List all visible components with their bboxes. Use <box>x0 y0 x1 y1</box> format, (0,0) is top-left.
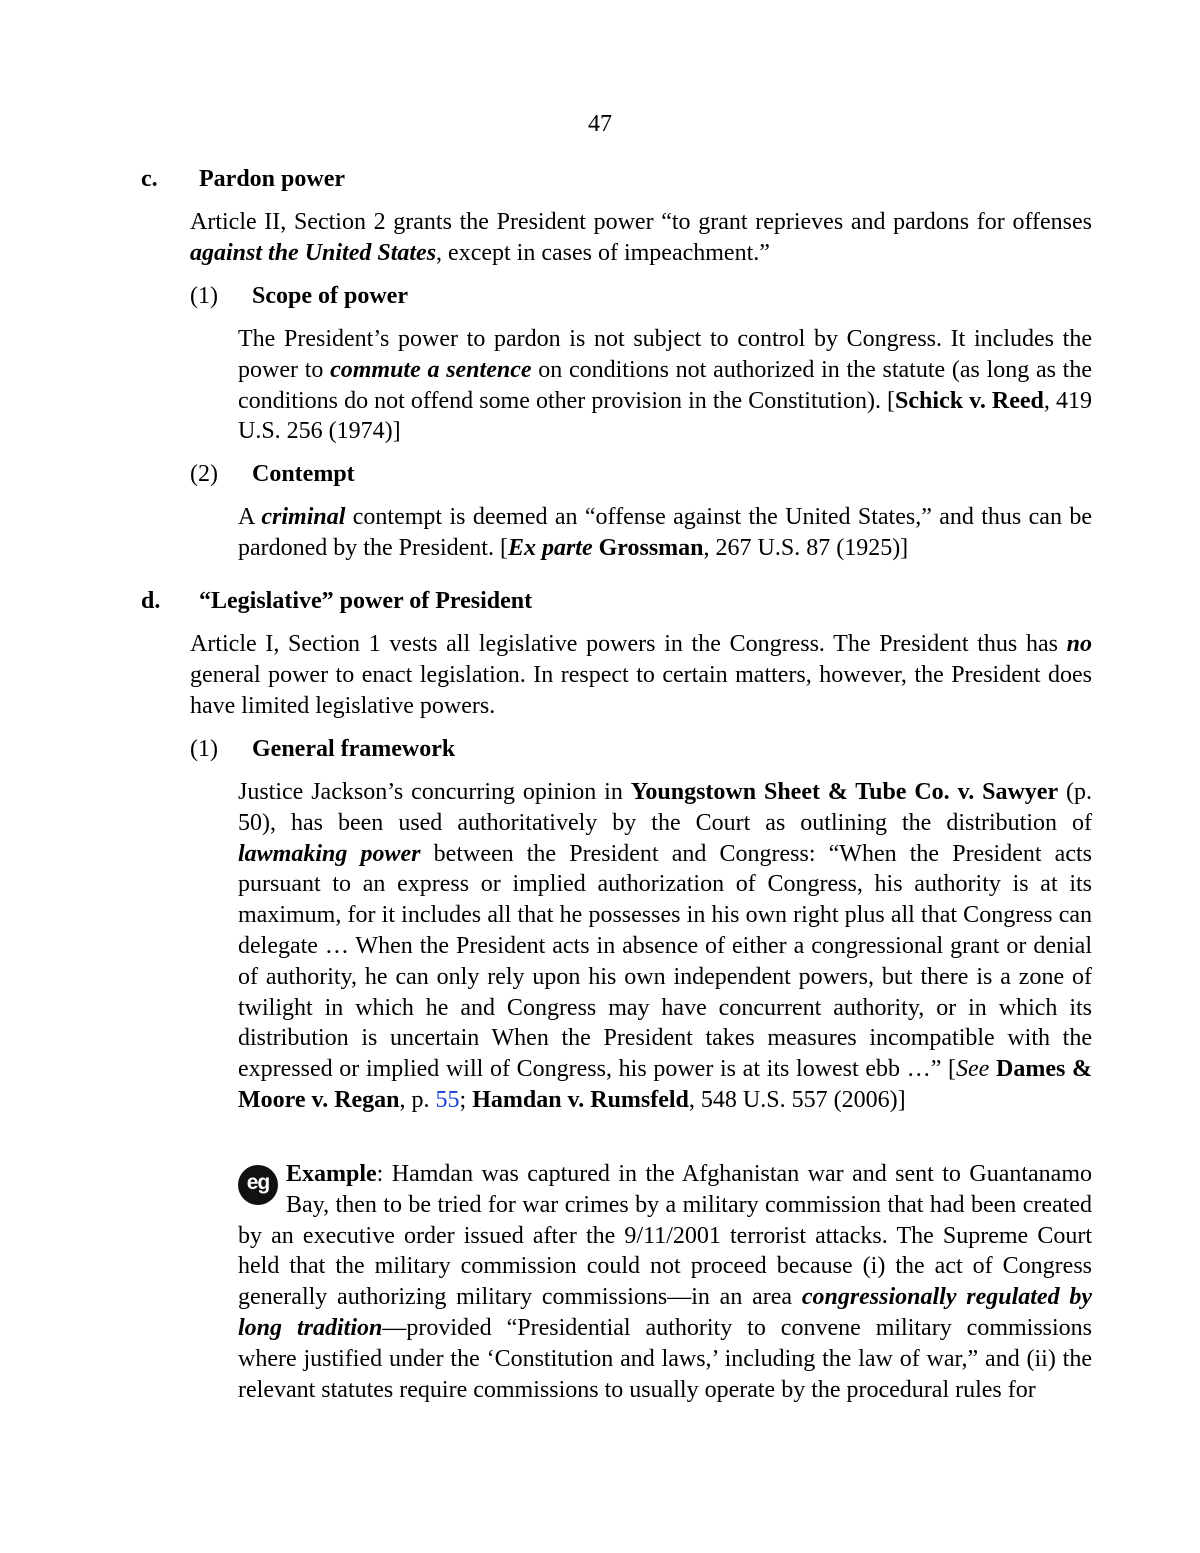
subsection-c1-heading <box>190 281 408 312</box>
page-number: 47 <box>588 111 612 137</box>
subsection-number: (1) <box>190 736 218 762</box>
text-run: Article I, Section 1 vests all legislative powers in the Congress. The President thus has <box>190 631 1067 657</box>
page-reference-link[interactable]: 55 <box>435 1086 460 1113</box>
section-c-label: c. <box>141 166 158 192</box>
text-run: , p. <box>399 1086 436 1113</box>
subsection-c2-heading <box>190 459 355 490</box>
subsection-number: (1) <box>190 283 218 309</box>
text-run: —provided “Presidential authority to convene military commissions where justified under the ‘Constitution and laws,’ including the law of war,” and (ii) the relevant statutes require commissions to usually operate by the procedural rules for <box>238 1314 1093 1403</box>
text-run: Justice Jackson’s concurring opinion in <box>238 779 631 805</box>
text-run: , 267 U.S. 87 (1925)] <box>703 534 909 561</box>
case-citation: Hamdan v. Rumsfeld <box>472 1086 689 1113</box>
text-run: , except in cases of impeachment.” <box>436 239 770 266</box>
emphasis: no <box>1066 631 1092 657</box>
text-run: contempt is deemed an “offense against the United States,” and thus can be pardoned by the President. [ <box>238 504 1092 561</box>
text-run: , 419 U.S. 256 (1974)] <box>238 387 1092 445</box>
text-run: A <box>238 504 262 530</box>
case-citation: Grossman <box>592 534 704 561</box>
emphasis: criminal <box>261 504 346 530</box>
case-citation-italic: Ex parte <box>507 534 593 561</box>
section-d-heading <box>141 586 532 617</box>
case-citation: Dames & Moore v. Regan <box>238 1056 1092 1113</box>
section-c-intro <box>190 207 1092 269</box>
emphasis: lawmaking power <box>238 840 421 867</box>
example-label: Example <box>286 1161 377 1187</box>
text-run: , 548 U.S. 557 (2006)] <box>688 1086 906 1113</box>
section-c-title: Pardon power <box>199 166 345 192</box>
subsection-title: Contempt <box>252 461 355 487</box>
signal-see: See <box>956 1056 990 1083</box>
subsection-c2-body <box>238 502 1092 564</box>
section-d-title: “Legislative” power of President <box>199 588 533 614</box>
emphasis: congressionally regulated by long tradition <box>238 1284 1093 1341</box>
section-c-heading <box>141 164 345 195</box>
emphasis: commute a sentence <box>330 356 532 383</box>
example-icon: eg <box>238 1165 278 1205</box>
text-run: general power to enact legislation. In respect to certain matters, however, the President does have limited legislative powers. <box>190 661 1092 719</box>
section-d-intro <box>190 629 1092 721</box>
text-run: ; <box>459 1086 473 1113</box>
subsection-c1-body <box>238 324 1092 447</box>
text-run: between the President and Congress: “When the President acts pursuant to an express or implied authorization of Congress, his authority is at its maximum, for it includes all that he possesses in his own right plus all that Congress can delegate … When the President acts in absence of either a congressional grant or denial of authority, he can only rely upon his own independent powers, but there is a zone of twilight in which he and Congress may have concurrent authority, or in which its distribution is uncertain When the President takes measures incompatible with the expressed or implied will of Congress, his power is at its lowest ebb …” [ <box>238 840 1092 1083</box>
subsection-title: General framework <box>252 736 456 762</box>
subsection-title: Scope of power <box>252 283 408 309</box>
text-run: (p. 50), has been used authoritatively by the Court as outlining the distribution of <box>238 779 1093 836</box>
subsection-d1-heading <box>190 734 455 765</box>
text-run: The President’s power to pardon is not subject to control by Congress. It includes the power to <box>238 326 1092 383</box>
example-block <box>238 1159 1092 1405</box>
subsection-number: (2) <box>190 461 218 487</box>
section-d-label: d. <box>141 588 161 614</box>
case-citation: Schick v. Reed <box>895 387 1044 414</box>
text-run: Article II, Section 2 grants the President power “to grant reprieves and pardons for offenses <box>190 209 1092 235</box>
case-citation: Youngstown Sheet & Tube Co. v. Sawyer <box>630 779 1059 805</box>
text-run: : Hamdan was captured in the Afghanistan war and sent to Guantanamo Bay, then to be tried for war crimes by a military commission that had been created by an executive order issued after the 9/11/2001 terrorist attacks. The Supreme Court held that the military commission could not proceed because (i) the act of Congress generally authorizing military commissions—in an area <box>238 1161 1092 1311</box>
subsection-d1-body <box>238 777 1092 1116</box>
text-run: on conditions not authorized in the statute (as long as the conditions do not offend some other provision in the Constitution). [ <box>238 356 1092 414</box>
emphasis: against the United States <box>190 239 437 266</box>
